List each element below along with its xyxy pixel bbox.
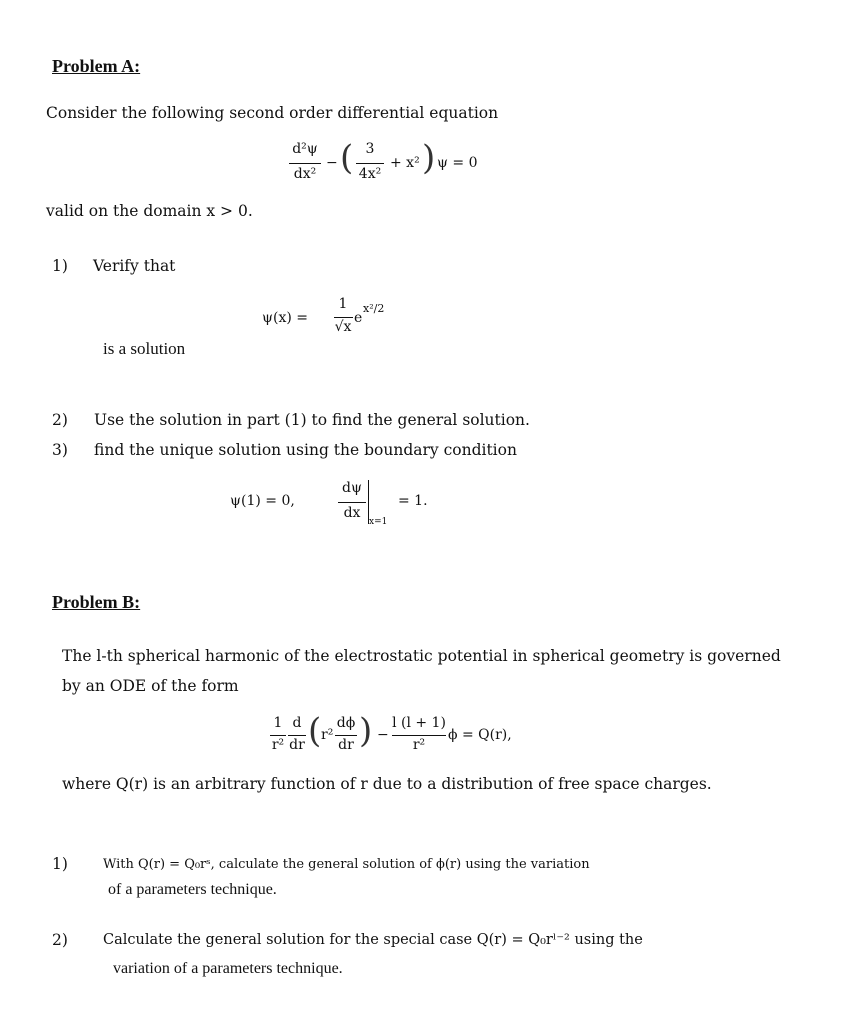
eq-b-r2: r²: [321, 727, 334, 743]
eq-a-frac-denominator: 4x²: [358, 166, 382, 182]
eq-b-f1-numerator: 1: [273, 715, 283, 731]
eq-b-f2-line: [288, 735, 306, 736]
problem-a-item-2-number: 2): [52, 411, 68, 429]
eq-a-tail: ψ = 0: [437, 155, 478, 171]
problem-b-intro-line-1: The l-th spherical harmonic of the electrostatic potential in spherical geometry is governed: [62, 647, 781, 665]
problem-a-intro: Consider the following second order differential equation: [46, 104, 499, 122]
eq-b-tail: ϕ = Q(r),: [448, 727, 512, 743]
eq-a-frac-numerator: 3: [365, 141, 375, 157]
problem-b-heading: Problem B:: [52, 592, 141, 612]
problem-a-item-3-text: find the unique solution using the boundary condition: [94, 441, 517, 459]
problem-a-heading: Problem A:: [52, 56, 141, 76]
eq-b-f3-denominator: dr: [338, 737, 354, 753]
boundary-deriv-denominator: dx: [343, 505, 361, 521]
eq-b-minus: −: [377, 727, 389, 743]
eq-b-f1-denominator: r²: [271, 737, 285, 753]
problem-b-where: where Q(r) is an arbitrary function of r due to a distribution of free space charges.: [62, 775, 712, 793]
eq-b-f3-numerator: dϕ: [336, 715, 356, 731]
eq-b-paren-close: ): [359, 711, 373, 751]
eq-b-f3-line: [335, 735, 357, 736]
eq-b-f2-numerator: d: [292, 715, 302, 731]
boundary-rhs: = 1.: [398, 493, 428, 509]
eq-a-frac-line: [356, 163, 384, 164]
eq-b-f2-denominator: dr: [289, 737, 305, 753]
eq-b-paren-open: (: [308, 711, 322, 751]
eq-b-f4-numerator: l (l + 1): [392, 715, 446, 731]
eq-a-plus-x2: + x²: [390, 155, 420, 171]
problem-b-item-2-line-1: Calculate the general solution for the special case Q(r) = Q₀rˡ⁻² using the: [103, 932, 643, 948]
problem-a-item-3-number: 3): [52, 441, 68, 459]
problem-a-domain: valid on the domain x > 0.: [46, 202, 253, 220]
problem-b-item-1-number: 1): [52, 855, 68, 873]
eq-a-lhs-numerator: d²ψ: [292, 141, 318, 157]
solution-denominator: √x: [334, 319, 352, 335]
problem-b-item-1-line-1: With Q(r) = Q₀rˢ, calculate the general solution of ϕ(r) using the variation: [103, 857, 590, 872]
problem-a-item-2-text: Use the solution in part (1) to find the general solution.: [94, 411, 530, 429]
problem-b-item-2-line-2: variation of a parameters technique.: [113, 960, 343, 977]
problem-a-is-solution: is a solution: [103, 339, 186, 358]
boundary-eval-subscript: x=1: [369, 517, 388, 527]
solution-fraction-line: [334, 317, 353, 318]
solution-exp-base: e: [354, 310, 363, 326]
solution-exp-power: x²/2: [363, 302, 385, 315]
problem-b-item-1-line-2: of a parameters technique.: [108, 881, 277, 898]
eq-b-f4-denominator: r²: [412, 737, 426, 753]
eq-a-lhs-denominator: dx²: [293, 166, 317, 182]
eq-b-f1-line: [270, 735, 286, 736]
solution-numerator: 1: [338, 296, 348, 312]
boundary-deriv-numerator: dψ: [342, 480, 362, 496]
eq-a-paren-close: ): [422, 138, 436, 178]
problem-b-item-2-number: 2): [52, 931, 68, 949]
solution-lhs: ψ(x) =: [262, 310, 308, 326]
eq-b-f4-line: [392, 735, 446, 736]
problem-a-item-1-text: Verify that: [93, 257, 176, 275]
boundary-condition-1: ψ(1) = 0,: [230, 493, 295, 509]
boundary-deriv-fraction-line: [338, 502, 366, 503]
eq-a-minus: −: [326, 155, 338, 171]
problem-b-intro-line-2: by an ODE of the form: [62, 677, 239, 695]
problem-a-item-1-number: 1): [52, 257, 68, 275]
eq-a-lhs-fraction-line: [289, 163, 321, 164]
eq-a-paren-open: (: [340, 138, 354, 178]
